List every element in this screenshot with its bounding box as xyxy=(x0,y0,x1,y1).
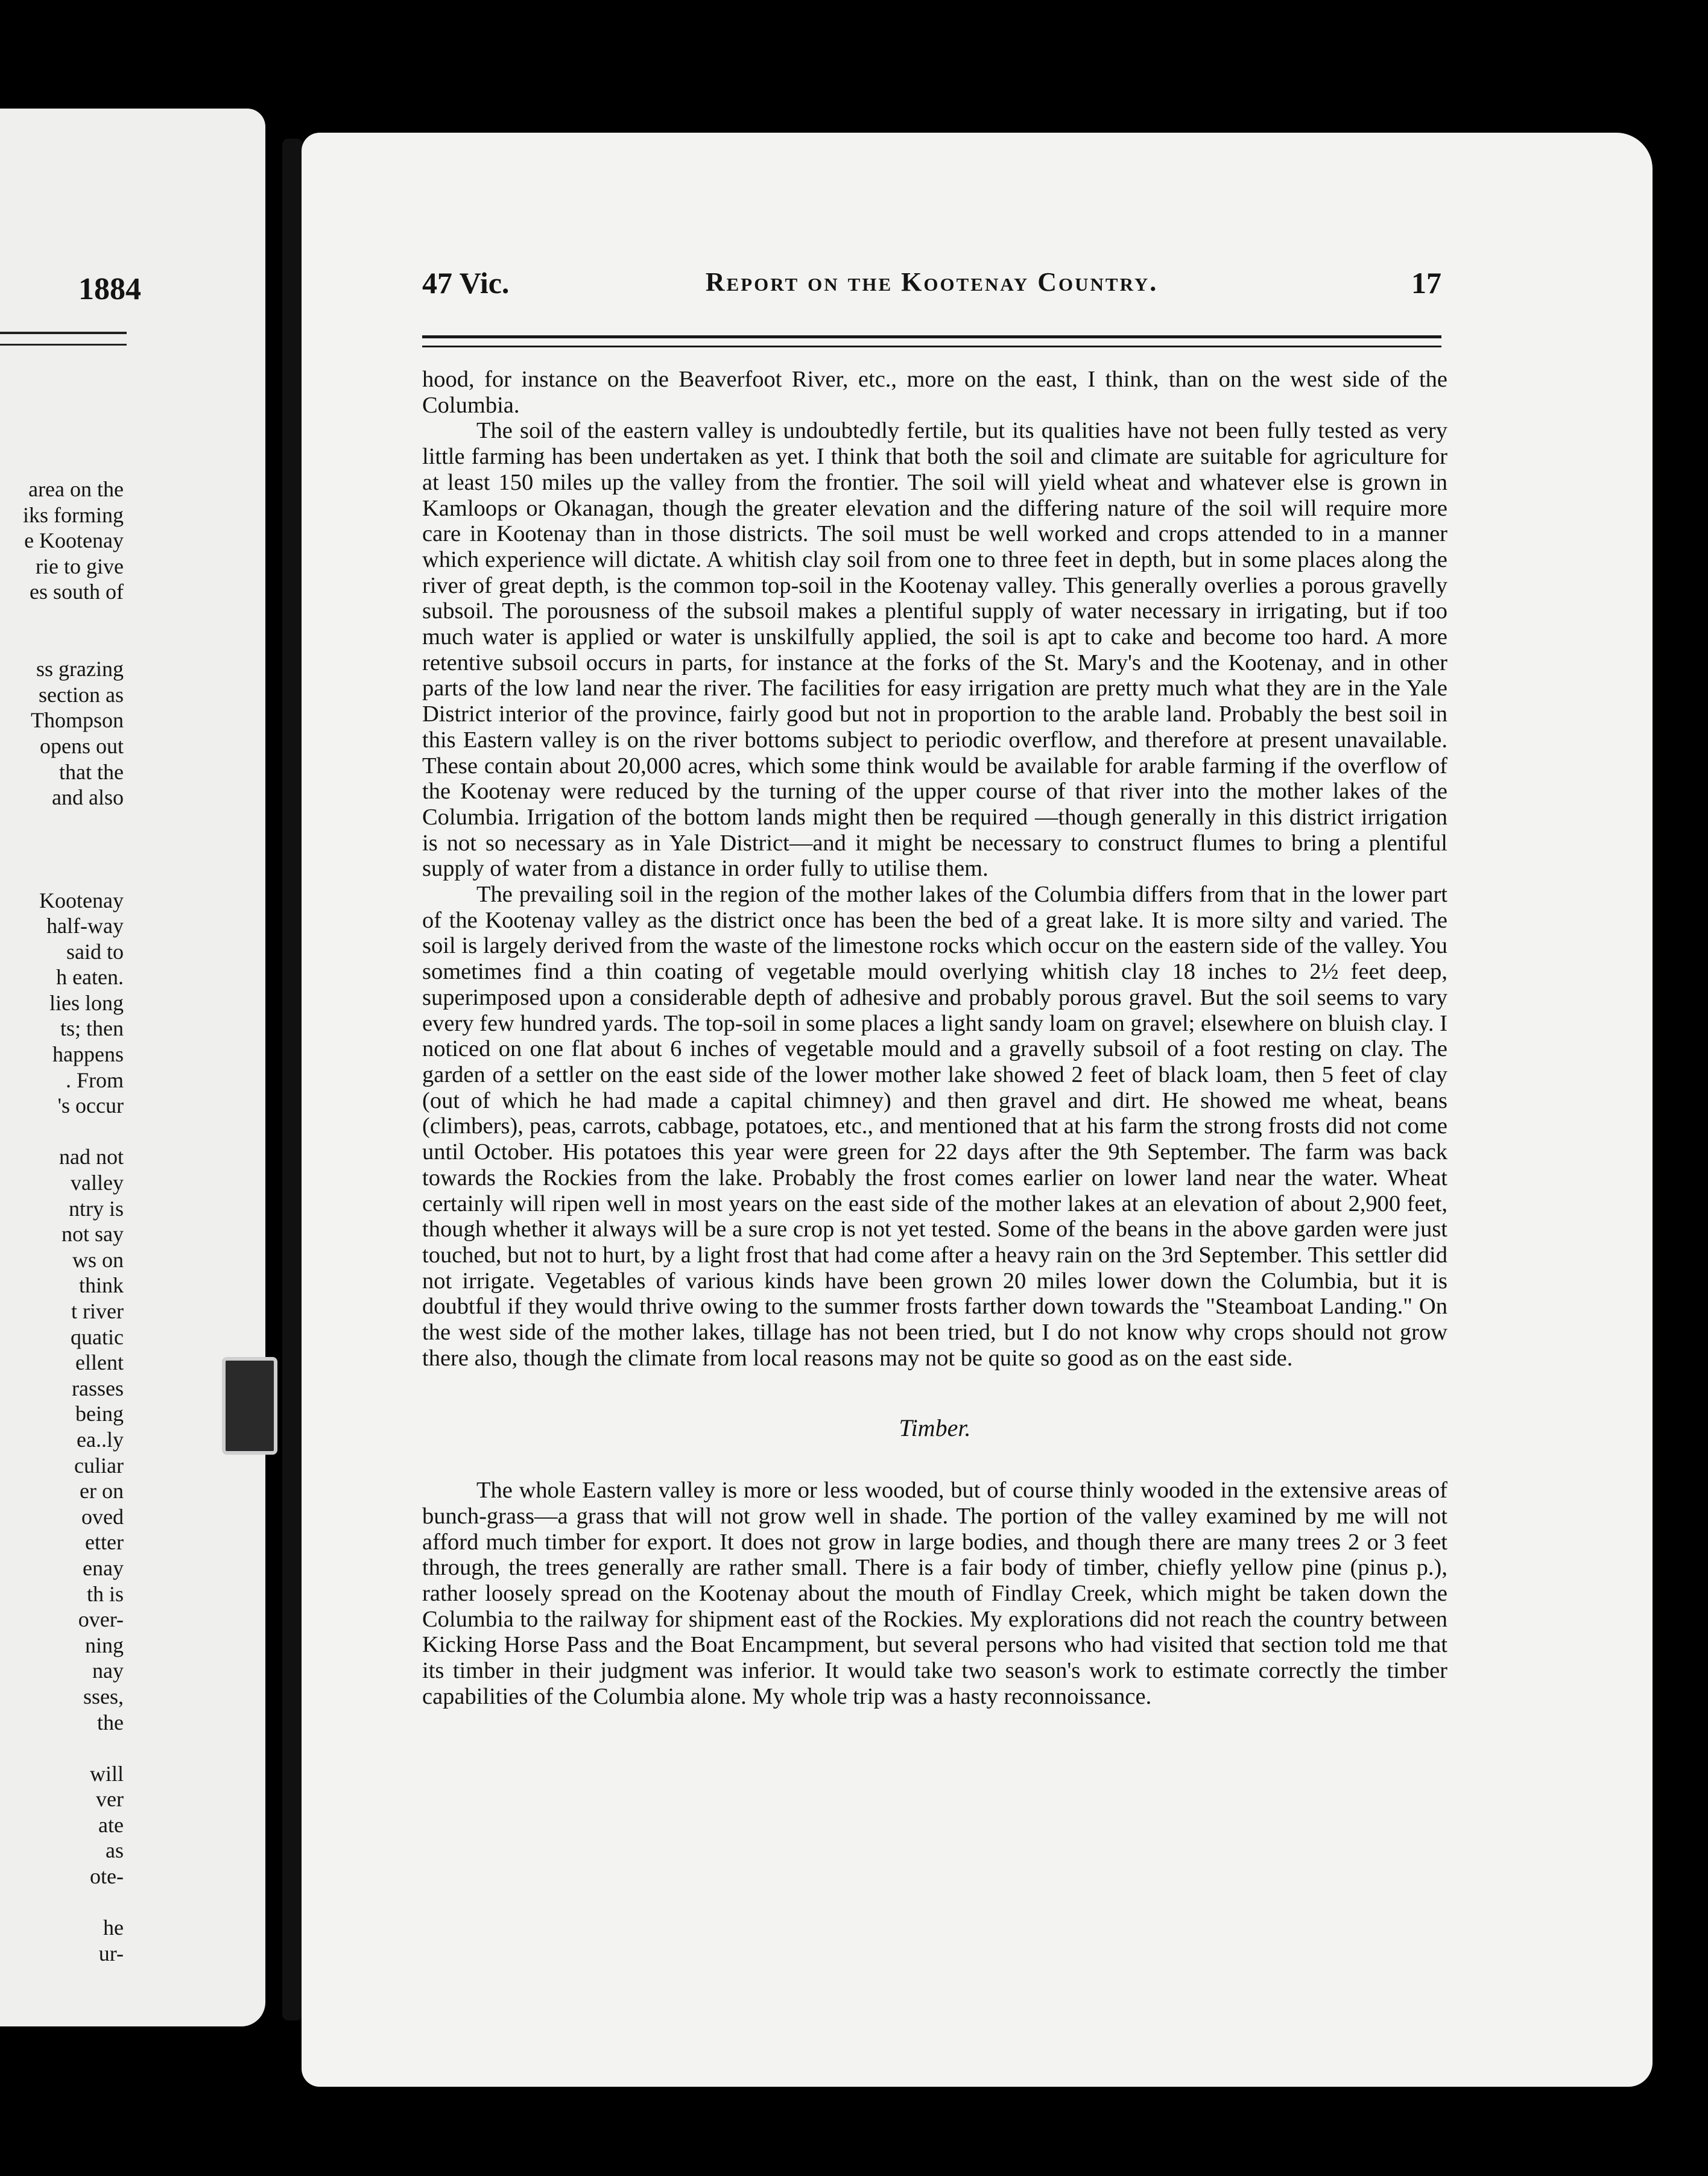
left-page-rule xyxy=(0,332,127,334)
left-page-line: and also xyxy=(52,785,124,810)
left-page-line: er on xyxy=(80,1479,124,1504)
left-page-line: valley xyxy=(71,1171,124,1195)
left-page-line: opens out xyxy=(40,733,124,758)
left-page-line xyxy=(0,605,124,631)
left-page-line: he xyxy=(103,1915,124,1940)
left-page-line: lies long xyxy=(49,990,124,1015)
left-page-line: over- xyxy=(78,1607,124,1632)
left-page-line: that the xyxy=(59,759,124,784)
paragraph: The soil of the eastern valley is undoubtedly fertile, but its qualities have not been fully tested as very little farming has been undertaken as yet. I think that both the soil and climate are suitable for agriculture for at least 150 miles up the valley from the frontier. The soil will yield wheat and whatever else is grown in Kamloops or Okanagan, though the greater elevation and the differing nature of the soil will require more care in Kootenay than in those districts. The soil must be well worked and crops attended to in a manner which experience will dictate. A whitish clay soil from one to three feet in depth, but in some places along the river of great depth, is the common top-soil in the Kootenay valley. This generally overlies a porous gravelly subsoil. The porousness of the subsoil makes a plentiful supply of water necessary in irrigating, but if too much water is applied or water is unskilfully applied, the soil is apt to cake and become too hard. A more retentive subsoil occurs in parts, for instance at the forks of the St. Mary's and the Kootenay, and in other parts of the low land near the river. The facilities for easy irrigation are pretty much what they are in the Yale District interior of the province, fairly good but not in proportion to the arable land. Probably the best soil in this Eastern valley is on the river bottoms subject to periodic overflow, and therefore at present unavailable. These contain about 20,000 acres, which some think would be available for arable farming if the overflow of the Kootenay were reduced by the turning of the upper course of that river into the mother lakes of the Columbia. Irrigation of the bottom lands might then be required —though generally in this district irrigation is not so necessary as in Yale District—and it might be necessary to construct flumes to bring a plentiful supply of water from a distance in order fully to utilise them. xyxy=(422,418,1447,882)
left-page-line: being xyxy=(75,1402,124,1426)
left-page-line: rie to give xyxy=(36,554,124,578)
left-page-line: happens xyxy=(52,1042,124,1067)
left-page-line: nad not xyxy=(59,1145,124,1169)
left-page-line: h eaten. xyxy=(56,965,124,990)
left-page-line xyxy=(0,631,124,657)
left-page-line: ts; then xyxy=(60,1016,124,1041)
left-page-line: as xyxy=(106,1838,124,1863)
left-page-line: think xyxy=(78,1273,124,1298)
left-page-line: nay xyxy=(92,1659,124,1683)
left-page-line: th is xyxy=(86,1581,124,1606)
left-page-line: quatic xyxy=(71,1324,124,1349)
left-page-text xyxy=(0,476,124,1966)
left-page-line: culiar xyxy=(74,1453,124,1478)
paragraph: The whole Eastern valley is more or less wooded, but of course thinly wooded in the extensive areas of bunch-grass—a grass that will not grow well in shade. The portion of the valley examined by me will not afford much timber for export. It does not grow in large bodies, and though there are many trees 2 or 3 feet through, the trees generally are rather small. There is a fair body of timber, chiefly yellow pine (pinus p.), rather loosely spread on the Kootenay about the mouth of Findlay Creek, which might be taken down the Columbia to the railway for shipment east of the Rockies. My explorations did not reach the country between Kicking Horse Pass and the Boat Encampment, but several persons who had visited that section told me that its timber in their judgment was inferior. It would take two season's work to estimate correctly the timber capabilities of the Columbia alone. My whole trip was a hasty reconnoissance. xyxy=(422,1478,1447,1709)
header-rule xyxy=(422,346,1441,347)
paragraph: hood, for instance on the Beaverfoot River, etc., more on the east, I think, than on the west side of the Columbia. xyxy=(422,367,1447,418)
left-page-line: etter xyxy=(85,1530,124,1555)
left-page-line xyxy=(0,1119,124,1145)
left-page-line: ate xyxy=(98,1812,124,1837)
left-page-line: ws on xyxy=(72,1247,124,1272)
left-page-line: ss grazing xyxy=(36,657,124,682)
left-page-line xyxy=(0,811,124,837)
left-page-line: area on the xyxy=(28,477,124,501)
left-page-line: Thompson xyxy=(30,708,124,733)
left-page-year: 1884 xyxy=(78,272,141,306)
left-page-line: . From xyxy=(65,1067,124,1092)
left-page-line xyxy=(0,1890,124,1915)
left-page-line: ellent xyxy=(75,1350,124,1375)
left-page-line: e Kootenay xyxy=(24,528,124,553)
left-page-line: not say xyxy=(62,1222,124,1247)
left-page-line: es south of xyxy=(30,580,124,604)
left-page-line xyxy=(0,862,124,888)
header-rule xyxy=(422,335,1441,338)
left-page-line: iks forming xyxy=(23,502,124,527)
left-page-line: ntry is xyxy=(68,1196,124,1221)
left-facing-page xyxy=(0,109,265,2026)
left-page-line xyxy=(0,836,124,862)
left-page-rule xyxy=(0,344,127,346)
left-page-line: enay xyxy=(83,1555,124,1580)
binder-clip xyxy=(222,1357,277,1455)
section-heading: Timber. xyxy=(899,1414,971,1442)
left-page-line: ver xyxy=(96,1787,124,1812)
page-number: 17 xyxy=(1411,266,1441,300)
left-page-line: rasses xyxy=(72,1376,124,1400)
paragraph: The prevailing soil in the region of the mother lakes of the Columbia differs from that in the lower part of the Kootenay valley as the district once has been the bed of a great lake. It is more silty and varied. The soil is largely derived from the waste of the limestone rocks which occur on the eastern side of the valley. You sometimes find a thin coating of vegetable mould overlying whitish clay 18 inches to 2½ feet deep, superimposed upon a considerable depth of adhesive and probably porous gravel. But the soil seems to vary every few hundred yards. The top-soil in some places a light sandy loam on gravel; elsewhere on bluish clay. I noticed on one flat about 6 inches of vegetable mould and a gravelly subsoil of a foot resting on clay. The garden of a settler on the east side of the lower mother lake showed 2 feet of black loam, then 5 feet of clay (out of which he had made a capital chimney) and then gravel and dirt. He showed me wheat, beans (climbers), peas, carrots, cabbage, potatoes, etc., and mentioned that at his farm the strong frosts did not come until October. His potatoes this year were green for 22 days after the 9th September. The farm was back towards the Rockies from the lake. Probably the frost comes earlier on lower land near the water. Wheat certainly will ripen well in most years on the east side of the mother lakes at an elevation of about 2,900 feet, though whether it always will be a sure crop is not yet tested. Some of the beans in the above garden were just touched, but not to hurt, by a light frost that had come after a heavy rain on the 3rd September. This settler did not irrigate. Vegetables of various kinds have been grown 20 miles lower down the Columbia, but it is doubtful if they would thrive owing to the summer frosts farther down towards the "Steamboat Landing." On the west side of the mother lakes, tillage has not been tried, but I do not know why crops should not grow there also, though the climate from local reasons may not be quite so good as on the east side. xyxy=(422,882,1447,1371)
left-page-line: ote- xyxy=(90,1864,124,1889)
page-binding xyxy=(282,139,303,2020)
left-page-line: ea..ly xyxy=(77,1427,124,1452)
left-page-line xyxy=(0,1735,124,1761)
volume-label: 47 Vic. xyxy=(422,266,510,300)
left-page-line: Kootenay xyxy=(39,888,124,912)
report-title: Report on the Kootenay Country. xyxy=(705,267,1159,297)
left-page-line: ning xyxy=(84,1633,124,1657)
left-page-line: 's occur xyxy=(57,1093,124,1118)
left-page-line: oved xyxy=(81,1504,124,1529)
left-page-line: ur- xyxy=(98,1941,124,1966)
body-text xyxy=(422,367,1447,1709)
left-page-line: section as xyxy=(39,682,124,707)
running-header xyxy=(422,265,1441,308)
left-page-line: will xyxy=(89,1761,124,1786)
left-page-line: t river xyxy=(71,1299,124,1323)
left-page-line: sses, xyxy=(83,1684,124,1709)
left-page-line: the xyxy=(97,1710,124,1735)
left-page-line: half-way xyxy=(46,914,124,938)
left-page-line: said to xyxy=(66,939,124,964)
